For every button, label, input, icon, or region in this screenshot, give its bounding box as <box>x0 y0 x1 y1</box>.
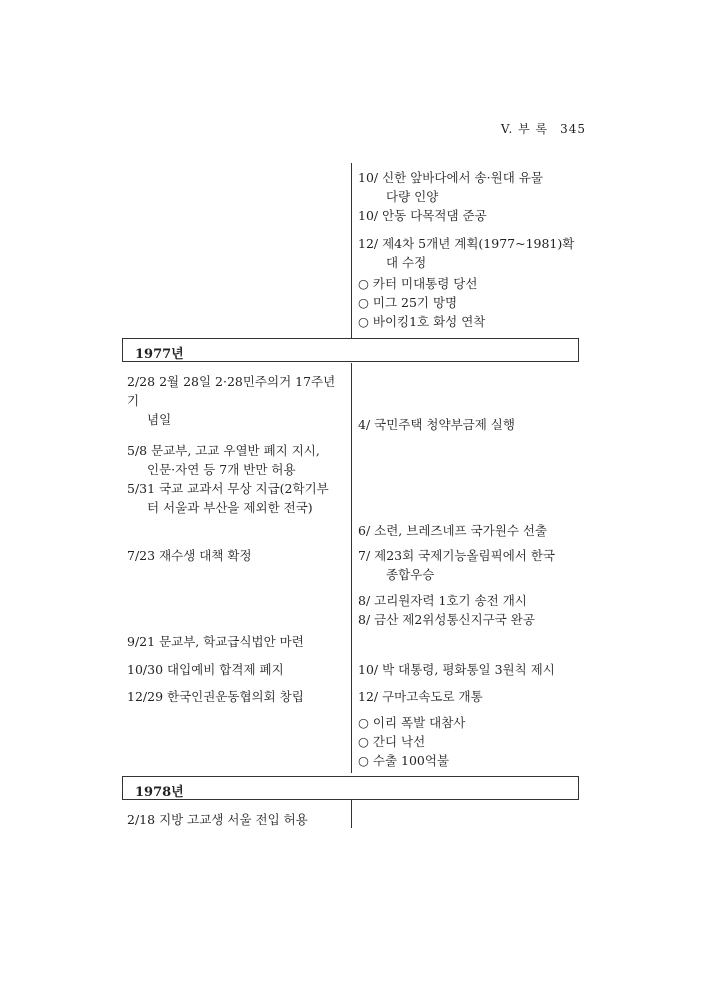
year-header-1977: 1977년 <box>122 338 579 362</box>
timeline-entry: ○ 미그 25기 망명 <box>358 295 458 310</box>
timeline-entry: 5/8 문교부, 고교 우열반 폐지 지시, 인문·자연 등 7개 반만 허용 <box>127 443 320 477</box>
timeline-entry: 7/23 재수생 대책 확정 <box>127 548 252 563</box>
timeline-entry: 7/ 제23회 국제기능올림픽에서 한국 종합우승 <box>358 548 555 582</box>
page-number: 345 <box>560 122 586 136</box>
timeline-entry: 10/ 안동 다목적댐 준공 <box>358 208 487 223</box>
timeline-entry: 12/ 제4차 5개년 계획(1977~1981)확 대 수정 <box>358 236 575 270</box>
timeline-entry: 9/21 문교부, 학교급식법안 마련 <box>127 634 304 649</box>
timeline-entry: ○ 수출 100억불 <box>358 753 450 768</box>
timeline-entry: ○ 간디 낙선 <box>358 734 426 749</box>
column-divider <box>351 163 352 338</box>
timeline-entry: ○ 이리 폭발 대참사 <box>358 715 466 730</box>
timeline-entry: 6/ 소련, 브레즈네프 국가원수 선출 <box>358 523 548 538</box>
timeline-entry: 5/31 국교 교과서 무상 지급(2학기부 터 서울과 부산을 제외한 전국) <box>127 481 329 515</box>
column-divider <box>351 363 352 773</box>
timeline-entry: 12/29 한국인권운동협의회 창립 <box>127 689 304 704</box>
timeline-entry: 2/28 2월 28일 2·28민주의거 17주년기 념일 <box>127 374 336 427</box>
timeline-entry: 12/ 구마고속도로 개통 <box>358 689 483 704</box>
timeline-entry: ○ 카터 미대통령 당선 <box>358 276 478 291</box>
timeline-entry: 8/ 고리원자력 1호기 송전 개시 <box>358 593 527 608</box>
timeline-entry: 8/ 금산 제2위성통신지구국 완공 <box>358 612 535 627</box>
section-label: V. 부 록 <box>500 122 549 136</box>
timeline-entry: 2/18 지방 고교생 서울 전입 허용 <box>127 812 308 827</box>
timeline-entry: 10/30 대입예비 합격제 폐지 <box>127 662 284 677</box>
running-header <box>501 120 586 137</box>
timeline-entry: 4/ 국민주택 청약부금제 실행 <box>358 417 515 432</box>
year-header-1978: 1978년 <box>122 776 579 800</box>
timeline-entry: ○ 바이킹1호 화성 연착 <box>358 314 486 329</box>
timeline-entry: 10/ 신한 앞바다에서 송·원대 유물 다량 인양 <box>358 170 543 204</box>
timeline-entry: 10/ 박 대통령, 평화통일 3원칙 제시 <box>358 662 555 677</box>
column-divider <box>351 800 352 828</box>
